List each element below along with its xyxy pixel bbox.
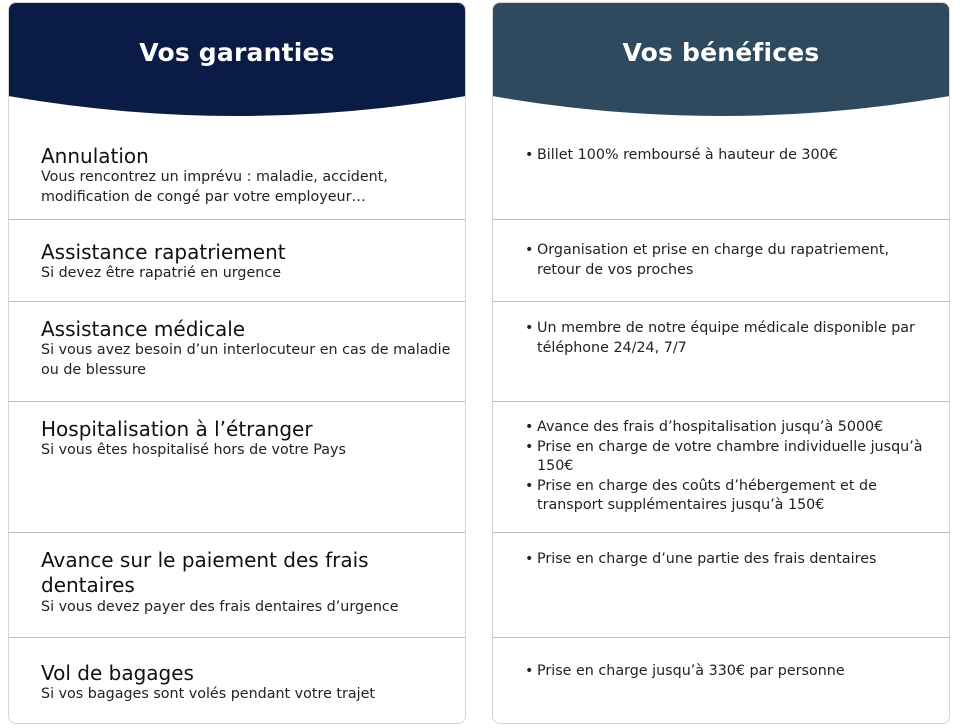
- benefice-list: [525, 146, 937, 166]
- garantie-row-rapatriement: [9, 219, 465, 301]
- benefice-item: • Billet 100% remboursé à hauteur de 300€: [525, 146, 937, 166]
- benefice-list: [525, 418, 937, 516]
- garanties-title: Vos garanties: [139, 38, 335, 67]
- benefice-item: • Prise en charge des coûts d’hébergement et de transport supplémentaires jusqu’à 150€: [525, 477, 937, 516]
- garantie-row-bagages: [9, 637, 465, 724]
- benefices-card: [492, 2, 950, 724]
- garantie-title: Assistance rapatriement: [41, 240, 286, 264]
- garanties-card: [8, 2, 466, 724]
- garantie-title: Assistance médicale: [41, 317, 246, 341]
- garantie-title: Annulation: [41, 144, 149, 168]
- garantie-row-dentaires: [9, 532, 465, 637]
- garantie-title: Avance sur le paiement des frais dentaires: [41, 548, 369, 597]
- garantie-description: Vous rencontrez un imprévu : maladie, accident, modification de congé par votre employeur…: [41, 169, 388, 205]
- garantie-description: Si vous avez besoin d’un interlocuteur en cas de maladie ou de blessure: [41, 342, 451, 378]
- benefice-row-medicale: [493, 301, 949, 401]
- garantie-description: Si vous devez payer des frais dentaires d’urgence: [41, 599, 399, 615]
- garantie-description: Si devez être rapatrié en urgence: [41, 265, 282, 281]
- benefice-list: [525, 550, 937, 570]
- garantie-row-medicale: [9, 301, 465, 401]
- benefice-list: [525, 319, 937, 358]
- benefice-list: [525, 241, 937, 280]
- benefices-header: [492, 2, 950, 120]
- garantie-title: Vol de bagages: [41, 661, 194, 685]
- benefice-row-annulation: [493, 119, 949, 219]
- benefice-item: • Prise en charge d’une partie des frais dentaires: [525, 550, 937, 570]
- benefice-row-bagages: [493, 637, 949, 724]
- garantie-description: Si vos bagages sont volés pendant votre trajet: [41, 686, 376, 702]
- benefice-row-rapatriement: [493, 219, 949, 301]
- benefice-item: • Un membre de notre équipe médicale disponible par téléphone 24/24, 7/7: [525, 319, 937, 358]
- benefice-item: • Prise en charge de votre chambre individuelle jusqu’à 150€: [525, 438, 937, 477]
- benefice-row-dentaires: [493, 532, 949, 637]
- benefice-list: [525, 662, 937, 682]
- benefice-row-hospitalisation: [493, 401, 949, 532]
- garantie-row-annulation: [9, 119, 465, 219]
- benefice-item: • Organisation et prise en charge du rapatriement, retour de vos proches: [525, 241, 937, 280]
- benefice-item: • Prise en charge jusqu’à 330€ par personne: [525, 662, 937, 682]
- garantie-row-hospitalisation: [9, 401, 465, 532]
- benefices-title: Vos bénéfices: [622, 38, 820, 67]
- garantie-title: Hospitalisation à l’étranger: [41, 417, 313, 441]
- garanties-header: [8, 2, 466, 120]
- garantie-description: Si vous êtes hospitalisé hors de votre Pays: [41, 442, 346, 458]
- benefice-item: • Avance des frais d’hospitalisation jusqu’à 5000€: [525, 418, 937, 438]
